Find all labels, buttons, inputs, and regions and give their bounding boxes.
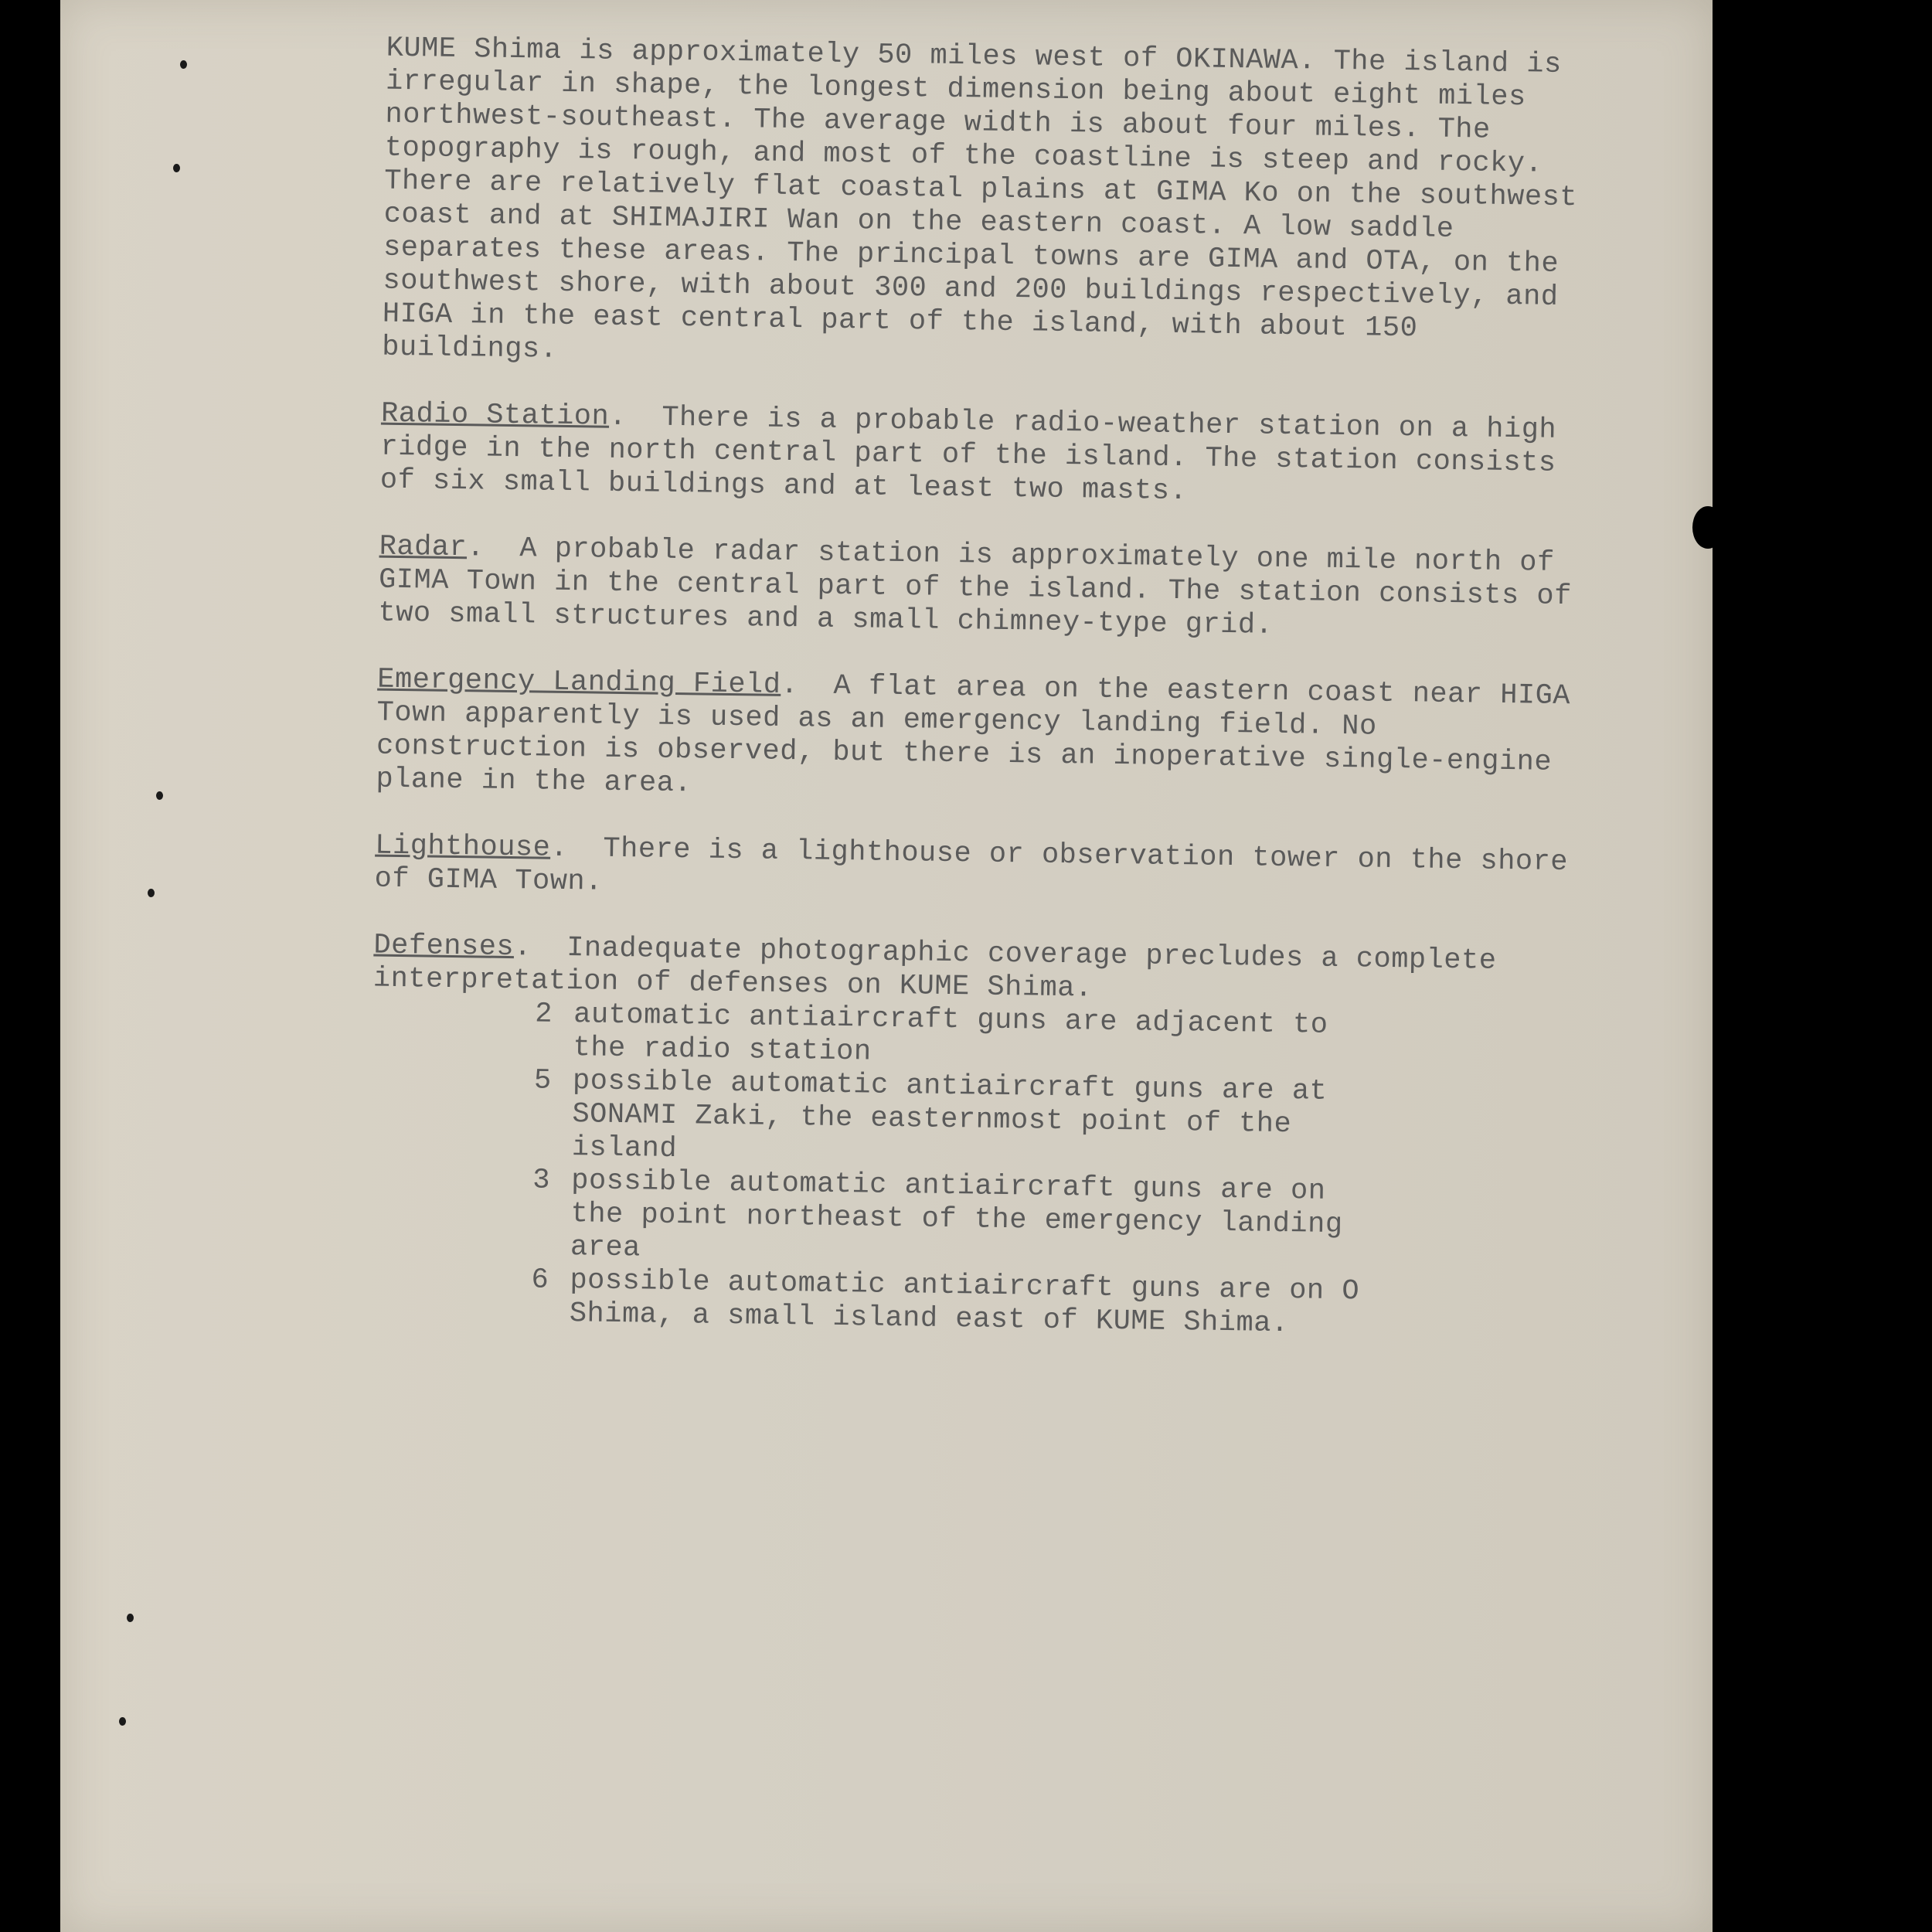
section-lighthouse: Lighthouse. There is a lighthouse or observation tower on the shore of GIMA Town.	[374, 829, 1587, 899]
section-body: Inadequate photographic coverage precludes a complete interpretation of defenses on KUME Shima.	[372, 932, 1515, 1005]
section-body: A probable radar station is approximately one mile north of GIMA Town in the central part of the island. The station consists of two small structures and a small chimney-type grid.	[378, 532, 1590, 642]
section-heading: Defenses	[373, 929, 515, 964]
intro-paragraph: KUME Shima is approximately 50 miles west of OKINAWA. The island is irregular in shape, the longest dimension being about eight miles northwest-southeast. The average width is about four miles. The topography is rough, and most of the coastline is steep and rocky. There are relatively flat coastal plains at GIMA Ko on the southwest coast and at SHIMAJIRI Wan on the eastern coast. A low saddle separates these areas. The principal towns are GIMA and OTA, on the southwest shore, with about 300 and 200 buildings respectively, and HIGA in the east central part of the island, with about 150 buildings.	[381, 32, 1596, 366]
section-defenses: Defenses. Inadequate photographic coverage precludes a complete interpretation of defenses on KUME Shima.	[372, 929, 1515, 1005]
section-body: A flat area on the eastern coast near HIGA Town apparently is used as an emergency landing field. No construction is observed, but there is an inoperative single-engine plane in the area.	[376, 669, 1589, 801]
list-item	[533, 1064, 1594, 1179]
gun-description: possible automatic antiaircraft guns are at SONAMI Zaki, the easternmost point of the island	[571, 1065, 1345, 1166]
section-heading: Lighthouse	[374, 829, 551, 865]
section-heading: Radar	[379, 530, 468, 565]
section-body: There is a lighthouse or observation tower on the shore of GIMA Town.	[374, 832, 1587, 899]
gun-count: 3	[532, 1164, 551, 1197]
section-heading: Emergency Landing Field	[376, 663, 781, 702]
defenses-list	[276, 995, 1594, 1345]
punch-hole	[148, 889, 155, 897]
section-heading: Radio Station	[380, 397, 610, 434]
punch-hole	[180, 60, 187, 69]
section-emergency-landing-field: Emergency Landing Field. A flat area on the eastern coast near HIGA Town apparently is used as an emergency landing field. No construction is observed, but there is an inoperative single-engine plane in the area.	[376, 663, 1589, 801]
gun-count: 2	[534, 998, 553, 1031]
section-radar: Radar. A probable radar station is approximately one mile north of GIMA Town in the central part of the island. The station consists of two small structures and a small chimney-type grid.	[378, 530, 1590, 642]
gun-description: automatic antiaircraft guns are adjacent to the radio station	[573, 998, 1346, 1069]
gun-description: possible automatic antiaircraft guns are on O Shima, a small island east of KUME Shima.	[569, 1264, 1378, 1341]
gun-count: 6	[531, 1264, 549, 1297]
typed-text-body	[276, 31, 1607, 1345]
punch-hole	[173, 164, 180, 172]
section-radio-station: Radio Station. There is a probable radio-weather station on a high ridge in the north central part of the island. The station consists of six small buildings and at least two masts.	[379, 397, 1575, 509]
section-body: There is a probable radio-weather station on a high ridge in the north central part of the island. The station consists of six small buildings and at least two masts.	[379, 401, 1575, 509]
gun-description: possible automatic antiaircraft guns are on the point northeast of the emergency landing area	[570, 1165, 1361, 1265]
gun-count: 5	[533, 1064, 553, 1097]
list-item	[532, 1164, 1592, 1278]
page-edge-tear	[1692, 506, 1723, 549]
punch-hole	[156, 791, 163, 800]
punch-hole	[127, 1614, 134, 1622]
punch-hole	[119, 1717, 126, 1726]
